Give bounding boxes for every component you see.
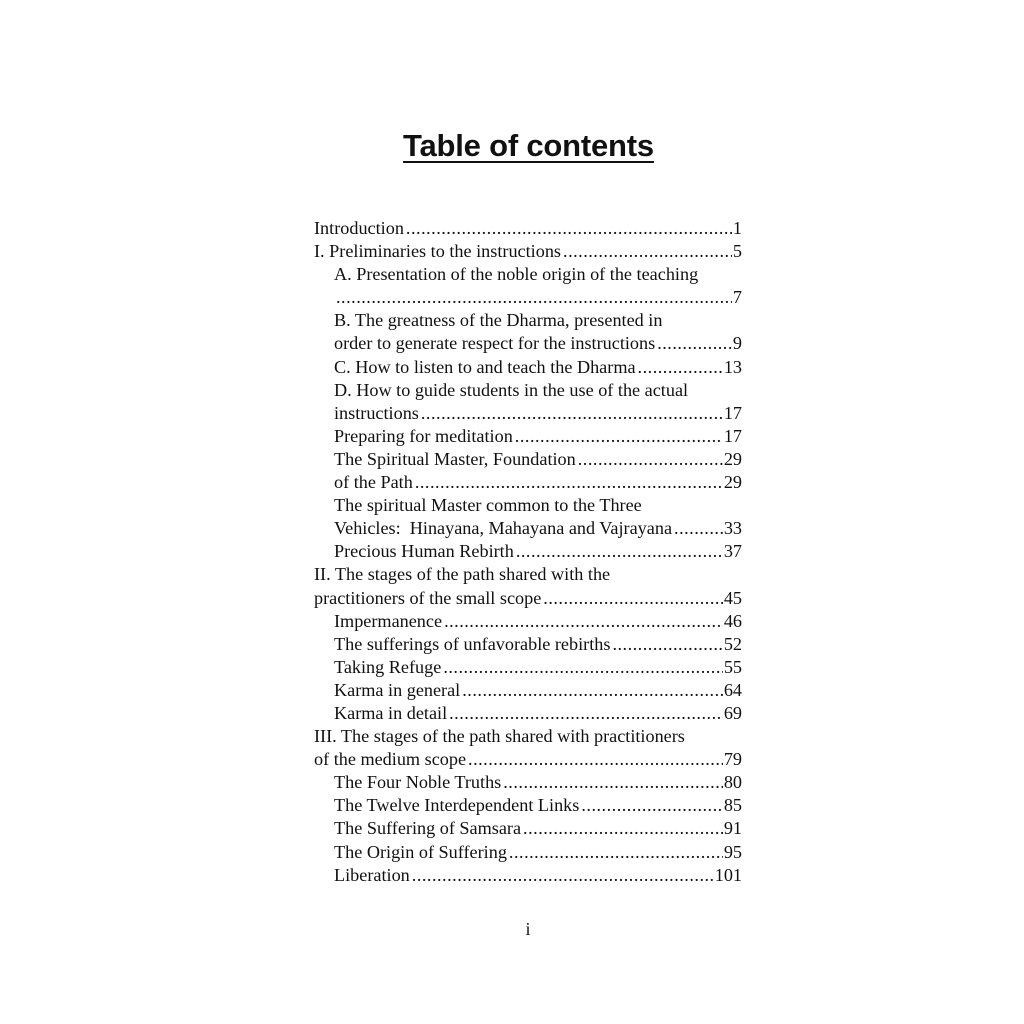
toc-leader-dots xyxy=(406,217,732,240)
toc-entry-label: Precious Human Rebirth xyxy=(334,541,514,562)
toc-entry-page: 17 xyxy=(723,402,742,423)
toc-entry-label: The Suffering of Samsara xyxy=(334,818,522,839)
toc-entry[interactable] xyxy=(314,817,742,840)
toc-entry-page: 9 xyxy=(732,333,742,354)
toc-entry-page: 80 xyxy=(723,772,742,793)
toc-entry[interactable] xyxy=(314,633,742,656)
toc-entry-label: A. Presentation of the noble origin of the teaching xyxy=(334,264,699,285)
toc-entry-page: 55 xyxy=(723,656,742,677)
toc-leader-dots xyxy=(462,679,723,702)
toc-leader-dots xyxy=(578,448,723,471)
toc-entry-label: The Origin of Suffering xyxy=(334,841,507,862)
toc-entry[interactable] xyxy=(314,517,742,540)
toc-entry[interactable] xyxy=(314,309,742,332)
toc-entry-label: Impermanence xyxy=(334,610,443,631)
toc-entry-page: 69 xyxy=(723,702,742,723)
toc-leader-dots xyxy=(449,702,723,725)
toc-entry-label: Karma in general xyxy=(334,679,461,700)
toc-entry[interactable] xyxy=(314,725,742,748)
toc-entry[interactable] xyxy=(314,702,742,725)
toc-entry[interactable] xyxy=(314,771,742,794)
toc-entry-label: Liberation xyxy=(334,864,410,885)
toc-entry[interactable] xyxy=(314,841,742,864)
toc-entry-page: 79 xyxy=(723,749,742,770)
toc-leader-dots xyxy=(444,610,723,633)
toc-entry-page: 64 xyxy=(723,679,742,700)
toc-leader-dots xyxy=(657,332,732,355)
toc-entry[interactable] xyxy=(314,379,742,402)
toc-entry-label: II. The stages of the path shared with the xyxy=(314,564,611,585)
toc-leader-dots xyxy=(515,425,723,448)
toc-entry[interactable] xyxy=(314,587,742,610)
toc-entry[interactable] xyxy=(314,240,742,263)
toc-entry-label: Vehicles: Hinayana, Mahayana and Vajrayana xyxy=(334,518,673,539)
toc-entry[interactable] xyxy=(314,217,742,240)
toc-entry[interactable] xyxy=(314,864,742,887)
toc-entry-label: The Spiritual Master, Foundation xyxy=(334,448,576,469)
toc-entry-page: 91 xyxy=(723,818,742,839)
toc-entry-label: C. How to listen to and teach the Dharma xyxy=(334,356,636,377)
toc-entry[interactable] xyxy=(314,356,742,379)
toc-entry[interactable] xyxy=(314,794,742,817)
toc-entry-page: 1 xyxy=(732,218,742,238)
toc-leader-dots xyxy=(674,517,723,540)
toc-entry-label: D. How to guide students in the use of the actual xyxy=(334,379,689,400)
page-title: Table of contents xyxy=(403,128,654,163)
toc-entry-page: 5 xyxy=(732,241,742,262)
toc-entry-page: 37 xyxy=(723,541,742,562)
toc-entry[interactable] xyxy=(314,494,742,517)
toc-entry-label: The sufferings of unfavorable rebirths xyxy=(334,633,611,654)
toc-entry-page: 46 xyxy=(723,610,742,631)
toc-entry[interactable] xyxy=(314,263,742,286)
toc-entry-label: instructions xyxy=(334,402,419,423)
toc-leader-dots xyxy=(336,286,732,309)
toc-entry-page: 95 xyxy=(723,841,742,862)
toc-entry[interactable] xyxy=(314,425,742,448)
toc-entry-page: 7 xyxy=(732,287,742,308)
toc-entry[interactable] xyxy=(314,448,742,471)
toc-entry-label: Preparing for meditation xyxy=(334,425,513,446)
toc-entry-label: I. Preliminaries to the instructions xyxy=(314,241,562,262)
toc-entry-page: 29 xyxy=(723,448,742,469)
toc-entry[interactable] xyxy=(314,748,742,771)
toc-leader-dots xyxy=(543,587,723,610)
toc-leader-dots xyxy=(415,471,723,494)
page-number: i xyxy=(525,919,531,939)
toc-leader-dots xyxy=(523,817,723,840)
toc-entry[interactable] xyxy=(314,332,742,355)
toc-leader-dots xyxy=(638,356,723,379)
toc-entry-label: The Four Noble Truths xyxy=(334,772,502,793)
toc-entry-page: 101 xyxy=(714,864,742,885)
toc-leader-dots xyxy=(412,864,714,887)
toc-entry-page: 33 xyxy=(723,518,742,539)
toc-entry-label: B. The greatness of the Dharma, presented in xyxy=(334,310,663,331)
toc-entry-label: The Twelve Interdependent Links xyxy=(334,795,580,816)
table-of-contents xyxy=(314,217,742,887)
toc-entry[interactable] xyxy=(314,540,742,563)
toc-entry-label: Karma in detail xyxy=(334,702,448,723)
toc-entry-label: Introduction xyxy=(314,218,404,238)
toc-entry-label: Taking Refuge xyxy=(334,656,442,677)
toc-leader-dots xyxy=(443,656,723,679)
toc-entry-label: practitioners of the small scope xyxy=(314,587,542,608)
toc-entry[interactable] xyxy=(314,286,742,309)
toc-entry[interactable] xyxy=(314,610,742,633)
toc-entry[interactable] xyxy=(314,563,742,586)
toc-entry[interactable] xyxy=(314,471,742,494)
toc-leader-dots xyxy=(468,748,723,771)
toc-leader-dots xyxy=(612,633,722,656)
toc-entry[interactable] xyxy=(314,402,742,425)
toc-leader-dots xyxy=(421,402,723,425)
toc-leader-dots xyxy=(563,240,732,263)
toc-entry-page: 29 xyxy=(723,472,742,493)
toc-entry-label: The spiritual Master common to the Three xyxy=(334,495,642,516)
toc-leader-dots xyxy=(503,771,723,794)
toc-leader-dots xyxy=(581,794,722,817)
toc-entry-page: 52 xyxy=(723,633,742,654)
toc-entry-label: of the Path xyxy=(334,472,413,493)
toc-entry[interactable] xyxy=(314,679,742,702)
toc-entry-page: 13 xyxy=(723,356,742,377)
toc-entry-label: of the medium scope xyxy=(314,749,467,770)
toc-leader-dots xyxy=(509,841,723,864)
toc-entry-page: 85 xyxy=(723,795,742,816)
toc-entry-label: III. The stages of the path shared with practitioners xyxy=(314,726,685,747)
toc-entry-page: 17 xyxy=(723,425,742,446)
toc-entry-label: order to generate respect for the instructions xyxy=(334,333,656,354)
toc-entry-page: 45 xyxy=(723,587,742,608)
toc-entry[interactable] xyxy=(314,656,742,679)
toc-leader-dots xyxy=(516,540,723,563)
